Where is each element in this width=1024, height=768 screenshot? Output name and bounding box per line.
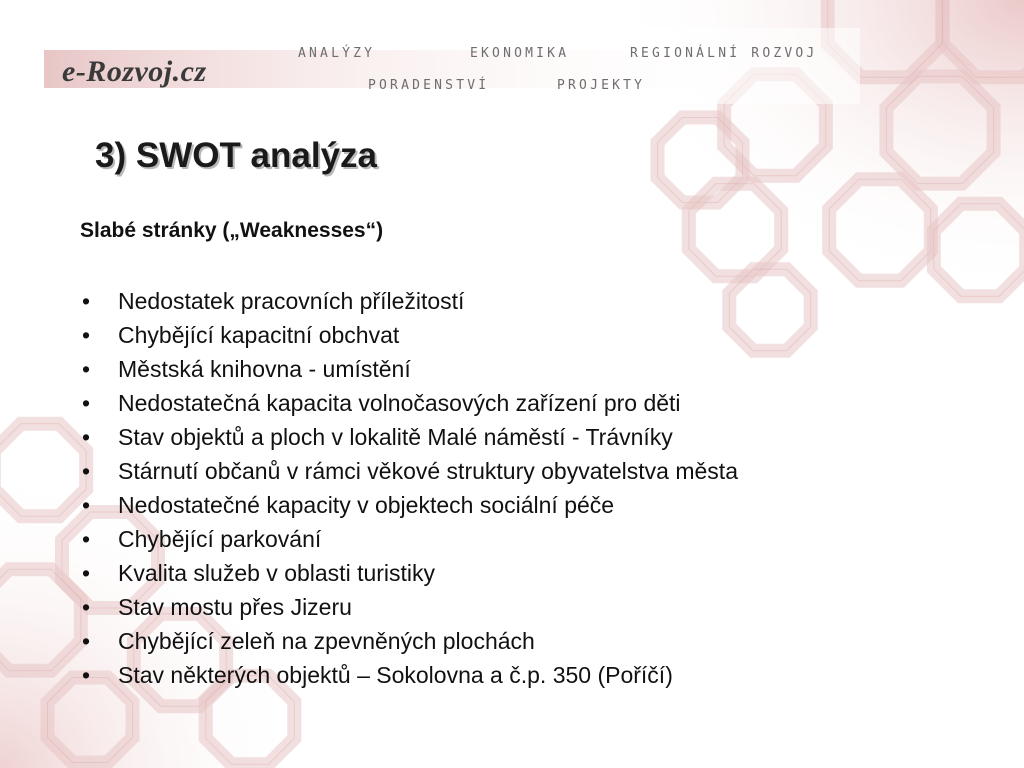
list-item-text: Městská knihovna - umístění (118, 356, 411, 382)
list-item-text: Chybějící zeleň na zpevněných plochách (118, 628, 535, 654)
bullet: • (82, 356, 91, 382)
nav-link-analyzy[interactable]: ANALÝZY (298, 46, 376, 61)
bullet: • (82, 594, 91, 620)
list-item-text: Chybějící kapacitní obchvat (118, 322, 400, 348)
list-item (80, 454, 738, 488)
list-item (80, 556, 738, 590)
nav-link-projekty[interactable]: PROJEKTY (557, 78, 646, 93)
slide-title: 3) SWOT analýza (95, 136, 378, 175)
list-item (80, 658, 738, 692)
list-item (80, 590, 738, 624)
list-item-text: Chybějící parkování (118, 526, 322, 552)
bullet: • (82, 492, 91, 518)
list-item (80, 386, 738, 420)
list-item (80, 318, 738, 352)
slide-subtitle: Slabé stránky („Weaknesses“) (80, 219, 384, 242)
list-item (80, 352, 738, 386)
bullet: • (82, 288, 91, 314)
bullet: • (82, 322, 91, 348)
nav-link-poradenstvi[interactable]: PORADENSTVÍ (368, 78, 490, 93)
list-item-text: Nedostatek pracovních příležitostí (118, 288, 465, 314)
weaknesses-list (80, 284, 738, 692)
list-item-text: Nedostatečné kapacity v objektech sociální péče (118, 492, 615, 518)
bullet: • (82, 526, 91, 552)
list-item-text: Kvalita služeb v oblasti turistiky (118, 560, 436, 586)
bullet: • (82, 458, 91, 484)
list-item (80, 488, 738, 522)
nav-link-regionalni-rozvoj[interactable]: REGIONÁLNÍ ROZVOJ (630, 46, 818, 61)
list-item-text: Stárnutí občanů v rámci věkové struktury obyvatelstva města (118, 458, 738, 484)
list-item (80, 284, 738, 318)
site-logo[interactable]: e-Rozvoj.cz (62, 55, 207, 88)
list-item (80, 420, 738, 454)
list-item-text: Nedostatečná kapacita volnočasových zařízení pro děti (118, 390, 681, 416)
bullet: • (82, 628, 91, 654)
bullet: • (82, 390, 91, 416)
nav-link-ekonomika[interactable]: EKONOMIKA (470, 46, 570, 61)
list-item-text: Stav některých objektů – Sokolovna a č.p. 350 (Poříčí) (118, 662, 673, 688)
list-item-text: Stav mostu přes Jizeru (118, 594, 352, 620)
bullet: • (82, 424, 91, 450)
list-item (80, 522, 738, 556)
list-item-text: Stav objektů a ploch v lokalitě Malé náměstí - Trávníky (118, 424, 673, 450)
bullet: • (82, 560, 91, 586)
bullet: • (82, 662, 91, 688)
list-item (80, 624, 738, 658)
